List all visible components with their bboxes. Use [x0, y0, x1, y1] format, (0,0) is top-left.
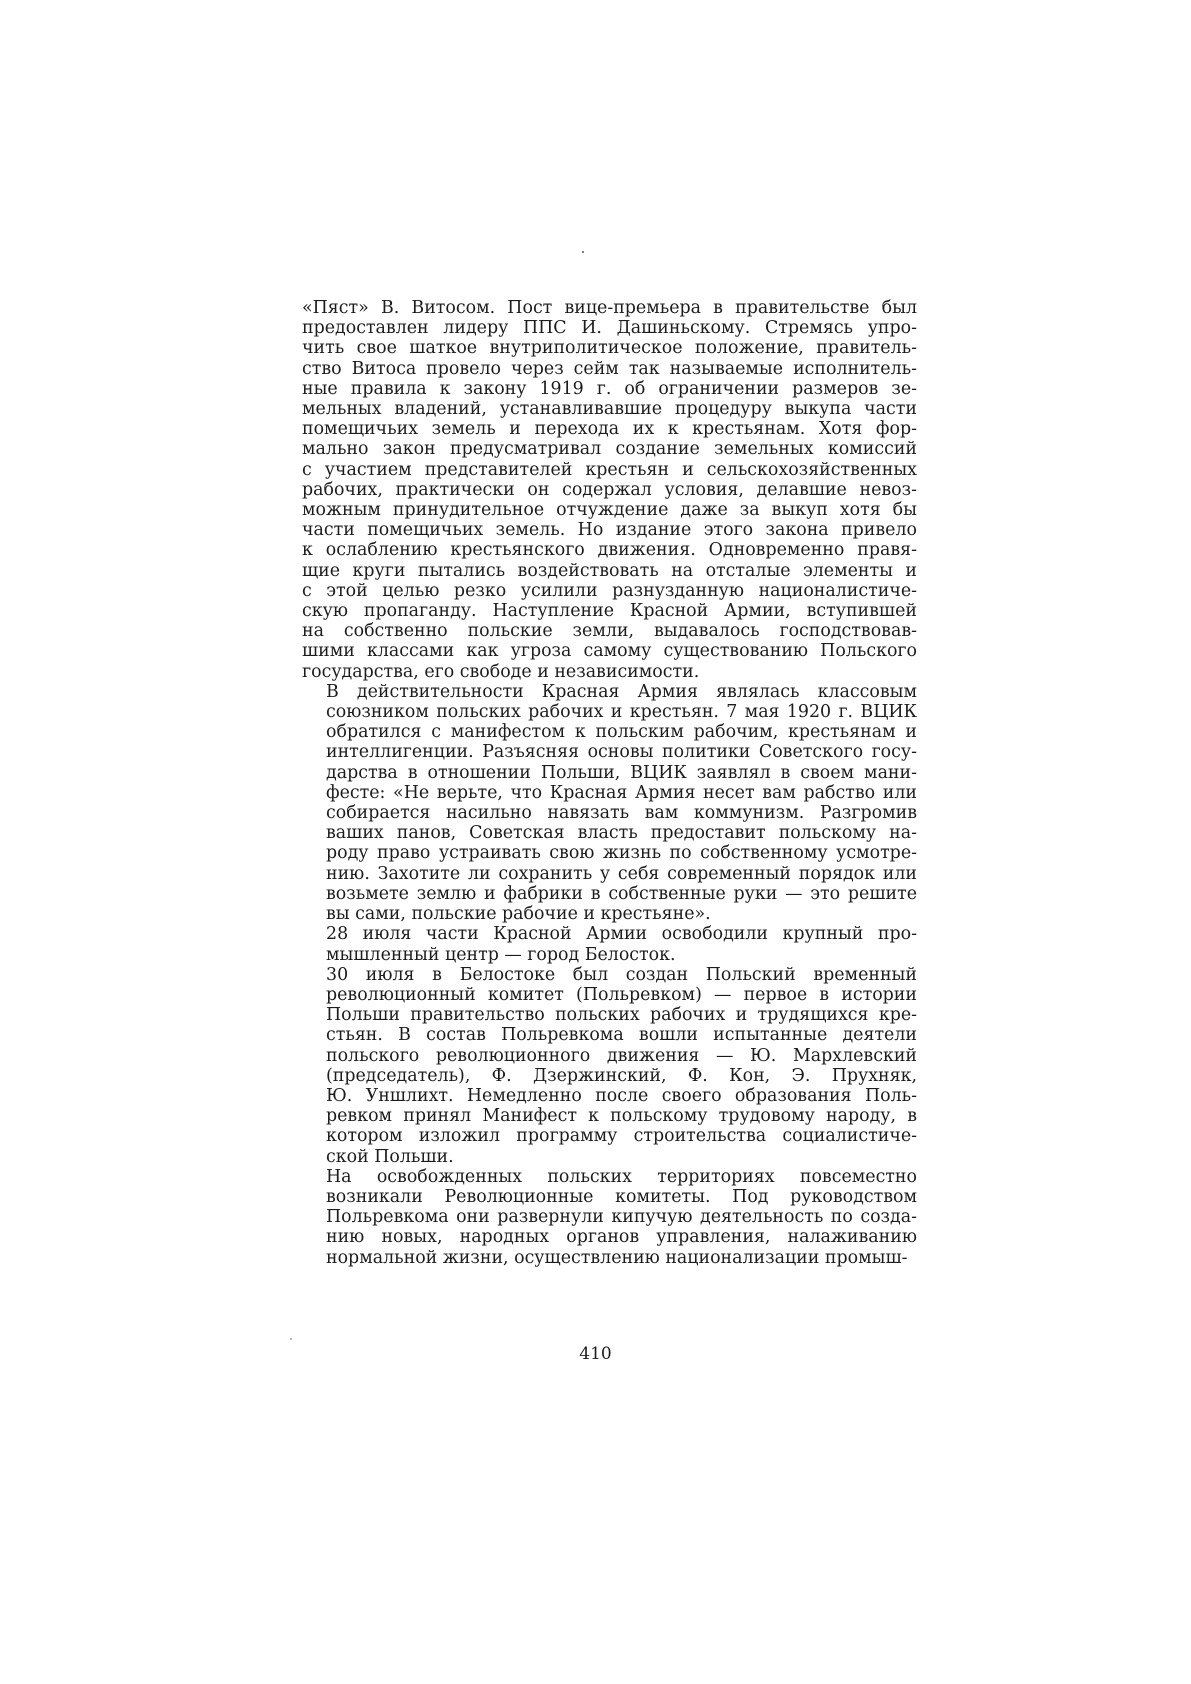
text-line: союзником польских рабочих и крестьян. 7 мая 1920 г. ВЦИК [326, 702, 917, 723]
text-line: ской Польши. [326, 1146, 454, 1167]
text-line: (председатель), Ф. Дзержинский, Ф. Кон, Э. Прухняк, [326, 1065, 917, 1086]
text-line: можным принудительное отчуждение даже за выкуп хотя бы [302, 500, 917, 521]
text-line: собирается насильно навязать вам коммунизм. Разгромив [326, 803, 917, 824]
text-line: рабочих, практически он содержал условия, делавшие невоз- [302, 479, 917, 500]
text-line: обратился с манифестом к польским рабочим, крестьянам и [326, 722, 917, 743]
text-line: мышленный центр — город Белосток. [326, 944, 676, 965]
text-line: вы сами, польские рабочие и крестьяне». [326, 904, 711, 925]
text-line: 30 июля в Белостоке был создан Польский временный [326, 964, 917, 985]
text-line: скую пропаганду. Наступление Красной Армии, вступившей [302, 601, 917, 622]
paragraph-1 [302, 298, 917, 682]
paragraph-4 [302, 965, 917, 1167]
margin-speck [290, 1338, 292, 1340]
text-line: с этой целью резко усилили разнузданную националистиче- [302, 580, 917, 601]
text-line: польского революционного движения — Ю. Мархлевский [326, 1045, 917, 1066]
text-line: мельных владений, устанавливавшие процедуру выкупа части [302, 399, 917, 420]
text-line: шими классами как угроза самому существованию Польского [302, 641, 917, 662]
text-line: котором изложил программу строительства социалистиче- [326, 1126, 917, 1147]
page-number: 410 [579, 1344, 612, 1364]
text-line: к ослаблению крестьянского движения. Одновременно правя- [302, 540, 917, 561]
paragraph-2 [302, 682, 917, 924]
text-line: возьмете землю и фабрики в собственные руки — это решите [326, 883, 917, 904]
text-line: На освобожденных польских территориях повсеместно [326, 1166, 917, 1187]
text-line: чить свое шаткое внутриполитическое положение, правитель- [302, 338, 917, 359]
speck-mark [582, 251, 584, 253]
text-line: ство Витоса провело через сейм так называемые исполнитель- [302, 358, 917, 379]
text-line: части помещичьих земель. Но издание этого закона привело [302, 520, 917, 541]
text-line: ные правила к закону 1919 г. об ограничении размеров зе- [302, 378, 917, 399]
text-line: стьян. В состав Польревкома вошли испытанные деятели [326, 1025, 917, 1046]
text-line: с участием представителей крестьян и сельскохозяйственных [302, 459, 917, 480]
text-line: роду право устраивать свою жизнь по собственному усмотре- [326, 843, 917, 864]
text-line: Польревкома они развернули кипучую деятельность по созда- [326, 1207, 917, 1228]
paragraph-5 [302, 1167, 917, 1268]
text-line: нормальной жизни, осуществлению национализации промыш- [326, 1247, 908, 1268]
text-line: ревком принял Манифест к польскому трудовому народу, в [326, 1106, 917, 1127]
text-line: революционный комитет (Польревком) — первое в истории [326, 984, 917, 1005]
text-line: Польши правительство польских рабочих и трудящихся кре- [326, 1005, 917, 1026]
text-line: щие круги пытались воздействовать на отсталые элементы и [302, 560, 917, 581]
paragraph-3 [302, 924, 917, 964]
text-line: помещичьих земель и перехода их к крестьянам. Хотя фор- [302, 419, 917, 440]
text-line: В действительности Красная Армия являлась классовым [326, 681, 917, 702]
text-line: интеллигенции. Разъясняя основы политики Советского госу- [326, 742, 917, 763]
text-line: предоставлен лидеру ППС И. Дашиньскому. Стремясь упро- [302, 318, 917, 339]
text-line: мально закон предусматривал создание земельных комиссий [302, 439, 917, 460]
text-line: 28 июля части Красной Армии освободили крупный про- [326, 924, 917, 945]
text-line: государства, его свободе и независимости. [302, 661, 700, 682]
text-line: нию новых, народных органов управления, налаживанию [326, 1227, 917, 1248]
text-line: дарства в отношении Польши, ВЦИК заявлял в своем мани- [326, 762, 917, 783]
page-body-text [302, 298, 917, 1268]
text-line: «Пяст» В. Витосом. Пост вице-премьера в правительстве был [302, 298, 917, 318]
text-line: Ю. Уншлихт. Немедленно после своего образования Поль- [326, 1085, 917, 1106]
text-line: нию. Захотите ли сохранить у себя современный порядок или [326, 863, 917, 884]
text-line: возникали Революционные комитеты. Под руководством [326, 1186, 917, 1207]
text-line: фесте: «Не верьте, что Красная Армия несет вам рабство или [326, 782, 917, 803]
text-line: на собственно польские земли, выдавалось господствовав- [302, 621, 917, 642]
text-line: ваших панов, Советская власть предоставит польскому на- [326, 823, 917, 844]
